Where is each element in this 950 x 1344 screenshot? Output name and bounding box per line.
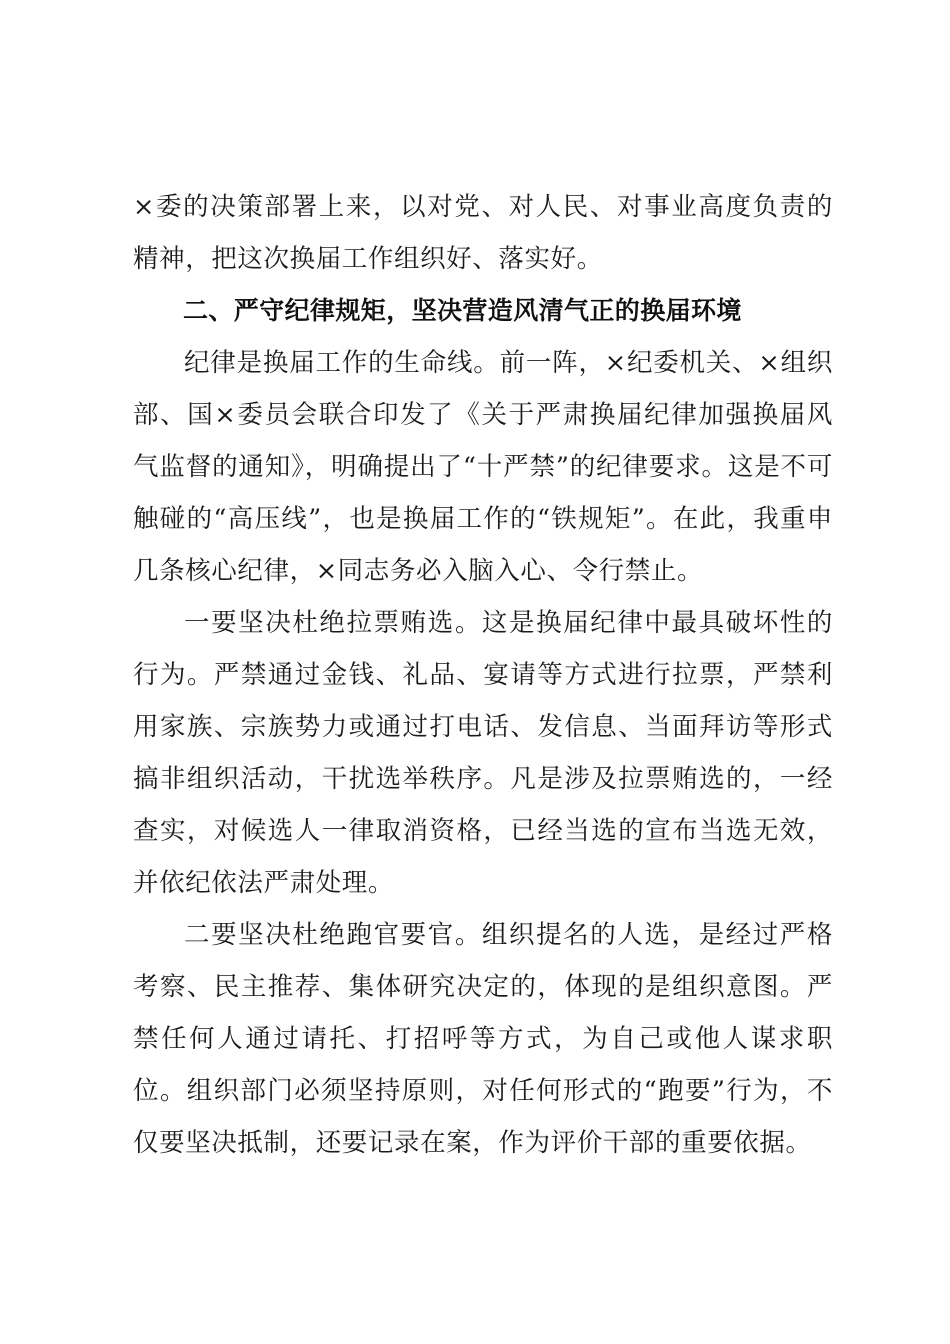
paragraph-no-vote-buying: 一要坚决杜绝拉票贿选。这是换届纪律中最具破坏性的行为。严禁通过金钱、礼品、宴请等方式进行拉票，严禁利用家族、宗族势力或通过打电话、发信息、当面拜访等形式搞非组织活动，干扰选举秩序。凡是涉及拉票贿选的，一经查实，对候选人一律取消资格，已经当选的宣布当选无效，并依纪依法严肃处理。 (133, 608, 833, 898)
paragraph-discipline-intro: 纪律是换届工作的生命线。前一阵，×纪委机关、×组织部、国×委员会联合印发了《关于严肃换届纪律加强换届风气监督的通知》，明确提出了“十严禁”的纪律要求。这是不可触碰的“高压线”，也是换届工作的“铁规矩”。在此，我重申几条核心纪律，×同志务必入脑入心、令行禁止。 (133, 348, 833, 586)
paragraph-continuation: ×委的决策部署上来，以对党、对人民、对事业高度负责的精神，把这次换届工作组织好、落实好。 (133, 192, 833, 274)
document-body (133, 181, 833, 1169)
paragraph-no-office-seeking: 二要坚决杜绝跑官要官。组织提名的人选，是经过严格考察、民主推荐、集体研究决定的，体现的是组织意图。严禁任何人通过请托、打招呼等方式，为自己或他人谋求职位。组织部门必须坚持原则，对任何形式的“跑要”行为，不仅要坚决抵制，还要记录在案，作为评价干部的重要依据。 (133, 920, 833, 1158)
section-heading: 二、严守纪律规矩，坚决营造风清气正的换届环境 (183, 296, 742, 325)
